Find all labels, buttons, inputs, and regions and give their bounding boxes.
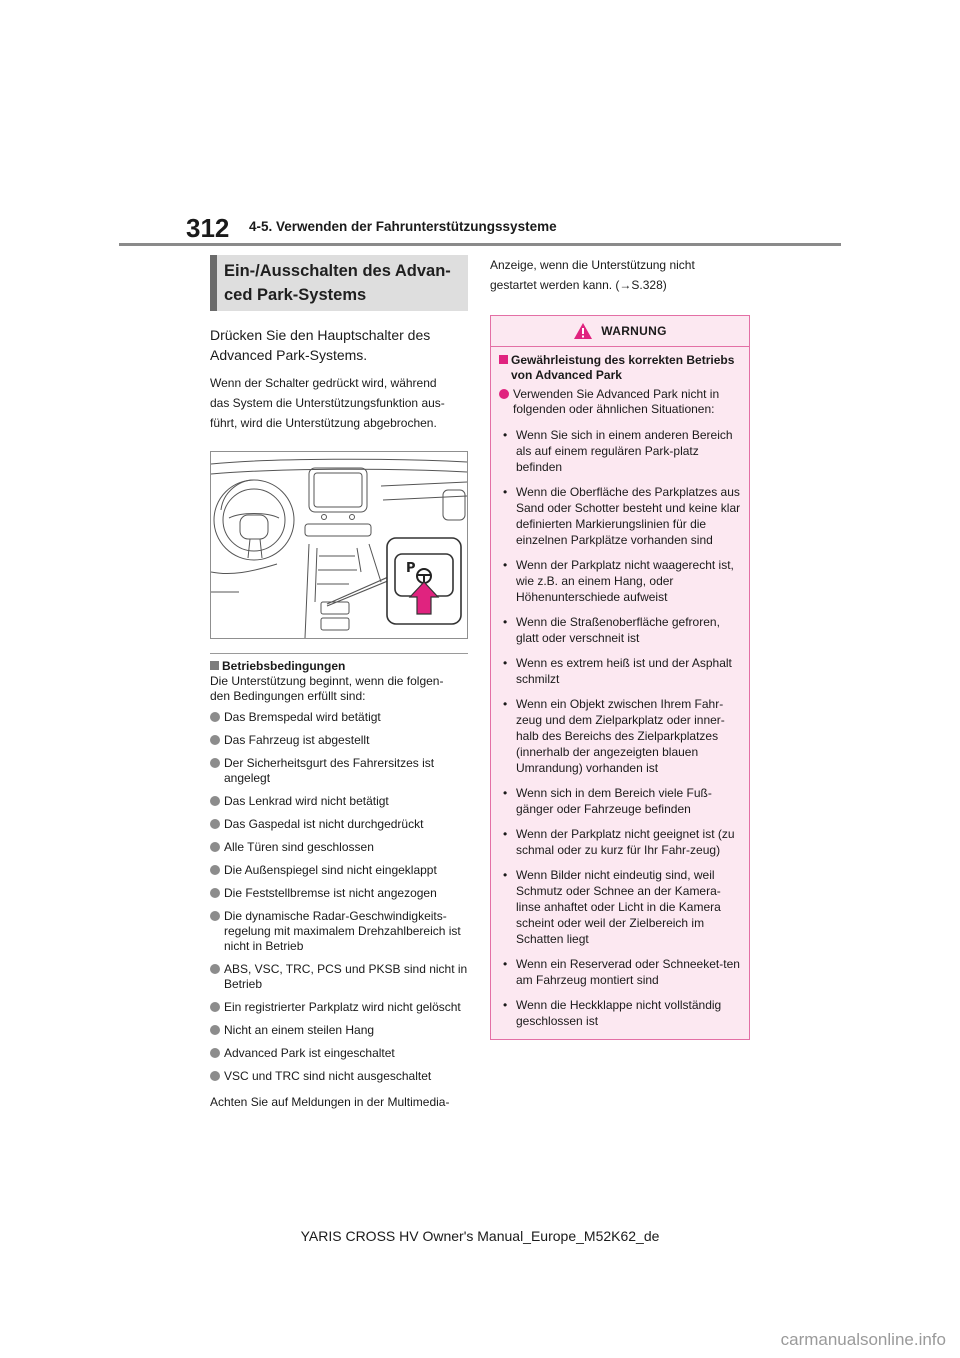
conditions-intro-line-2: den Bedingungen erfüllt sind: bbox=[210, 689, 366, 703]
condition-text: Das Bremspedal wird betätigt bbox=[224, 710, 381, 724]
park-switch-letter: P bbox=[406, 561, 416, 576]
conditions-heading bbox=[210, 658, 468, 674]
bullet-dot-icon bbox=[210, 964, 220, 974]
bullet-dot-icon bbox=[210, 735, 220, 745]
condition-text: Alle Türen sind geschlossen bbox=[224, 840, 374, 854]
figure-divider bbox=[210, 653, 468, 654]
situation-text: Wenn die Heckklappe nicht vollständig geschlossen ist bbox=[516, 998, 722, 1028]
condition-text: Advanced Park ist eingeschaltet bbox=[224, 1046, 395, 1060]
bullet-dot-icon bbox=[210, 712, 220, 722]
list-item: • Wenn der Parkplatz nicht geeignet ist (zu schmal oder zu kurz für Ihr Fahr-zeug) bbox=[503, 827, 735, 857]
continuation-line-2: gestartet werden kann. (→S.328) bbox=[490, 278, 667, 292]
list-item bbox=[210, 733, 468, 748]
list-item bbox=[210, 840, 468, 855]
list-item bbox=[210, 909, 468, 954]
condition-text: Ein registrierter Parkplatz wird nicht gelöscht bbox=[224, 1000, 461, 1014]
list-item bbox=[210, 886, 468, 901]
situation-text: Wenn die Oberfläche des Parkplatzes aus Sand oder Schotter besteht und keine klar definierten Markierungslinien für die einzelnen Parkplätze vorhanden sind bbox=[516, 485, 741, 547]
bullet-dot-icon bbox=[210, 819, 220, 829]
list-item bbox=[210, 1023, 468, 1038]
cancel-note-line-2: das System die Unterstützungsfunktion aus- bbox=[210, 396, 445, 410]
list-item bbox=[210, 817, 468, 832]
warning-triangle-icon bbox=[573, 322, 593, 340]
instruction-lead bbox=[210, 325, 468, 365]
instruction-lead-line-2: Advanced Park-Systems. bbox=[210, 347, 368, 363]
situation-text: Wenn der Parkplatz nicht waagerecht ist, wie z.B. an einem Hang, oder Höhenunterschiede aufweist bbox=[516, 558, 734, 604]
condition-text: Das Gaspedal ist nicht durchgedrückt bbox=[224, 817, 424, 831]
condition-text: Das Lenkrad wird nicht betätigt bbox=[224, 794, 389, 808]
list-item: • Wenn sich in dem Bereich viele Fuß-gänger oder Fahrzeuge befinden bbox=[503, 786, 712, 816]
bullet-dot-icon bbox=[210, 1048, 220, 1058]
condition-text: Die Außenspiegel sind nicht eingeklappt bbox=[224, 863, 437, 877]
situation-text: Wenn Sie sich in einem anderen Bereich als auf einem regulären Park-platz befinden bbox=[516, 428, 733, 474]
bullet-dot-icon bbox=[210, 842, 220, 852]
condition-text: Nicht an einem steilen Hang bbox=[224, 1023, 375, 1037]
instruction-lead-line-1: Drücken Sie den Hauptschalter des bbox=[210, 327, 431, 343]
closing-line: Achten Sie auf Meldungen in der Multimedia- bbox=[210, 1095, 450, 1109]
situation-text: Wenn Bilder nicht eindeutig sind, weil Schmutz oder Schnee an der Kamera-linse anhaftet oder Licht in die Kamera scheint oder weil der Zielbereich im Schatten liegt bbox=[516, 868, 721, 946]
bullet-dot-icon bbox=[210, 888, 220, 898]
condition-text: ABS, VSC, TRC, PCS und PKSB sind nicht in Betrieb bbox=[224, 962, 468, 991]
list-item: • Wenn es extrem heiß ist und der Asphalt schmilzt bbox=[503, 656, 732, 686]
footer-manual-id: YARIS CROSS HV Owner's Manual_Europe_M52K62_de bbox=[300, 1228, 660, 1244]
list-item bbox=[210, 1046, 468, 1061]
topic-heading-line-1: Ein-/Ausschalten des Advan- bbox=[224, 262, 451, 280]
condition-text: VSC und TRC sind nicht ausgeschaltet bbox=[224, 1069, 432, 1083]
warning-heading bbox=[499, 353, 741, 383]
list-item: • Wenn die Heckklappe nicht vollständig geschlossen ist bbox=[503, 998, 722, 1028]
right-column bbox=[484, 255, 752, 1040]
conditions-list bbox=[210, 710, 468, 1084]
warning-body bbox=[491, 347, 749, 1029]
bullet-dot-icon bbox=[210, 865, 220, 875]
bullet-dot-icon bbox=[210, 1002, 220, 1012]
list-item bbox=[210, 710, 468, 725]
situation-text: Wenn der Parkplatz nicht geeignet ist (zu schmal oder zu kurz für Ihr Fahr-zeug) bbox=[516, 827, 735, 857]
continuation-text bbox=[490, 255, 752, 295]
condition-text: Die Feststellbremse ist nicht angezogen bbox=[224, 886, 437, 900]
warning-intro-text: Verwenden Sie Advanced Park nicht in folgenden oder ähnlichen Situationen: bbox=[513, 387, 720, 416]
warning-label: WARNUNG bbox=[601, 324, 667, 338]
warning-box bbox=[490, 315, 750, 1040]
bullet-dot-icon bbox=[210, 796, 220, 806]
list-item bbox=[210, 962, 468, 992]
cancel-note bbox=[210, 373, 468, 433]
situation-text: Wenn ein Reserverad oder Schneeket-ten am Fahrzeug montiert sind bbox=[516, 957, 740, 987]
list-item: • Wenn Sie sich in einem anderen Bereich als auf einem regulären Park-platz befinden bbox=[503, 428, 733, 474]
bullet-dot-icon bbox=[210, 911, 220, 921]
bullet-dot-icon bbox=[210, 758, 220, 768]
condition-text: Das Fahrzeug ist abgestellt bbox=[224, 733, 370, 747]
bullet-dot-icon bbox=[210, 1025, 220, 1035]
left-column bbox=[210, 255, 468, 1112]
dashboard-illustration bbox=[210, 451, 468, 639]
conditions-intro bbox=[210, 674, 468, 704]
topic-heading-box bbox=[210, 255, 468, 311]
dashboard-line-drawing bbox=[211, 452, 467, 638]
continuation-line-1: Anzeige, wenn die Unterstützung nicht bbox=[490, 258, 695, 272]
list-item: • Wenn der Parkplatz nicht waagerecht ist, wie z.B. an einem Hang, oder Höhenunterschiede aufweist bbox=[503, 558, 734, 604]
warning-header bbox=[491, 316, 749, 347]
conditions-heading-text: Betriebsbedingungen bbox=[222, 659, 346, 673]
list-item bbox=[210, 794, 468, 809]
warning-heading-text: Gewährleistung des korrekten Betriebs von Advanced Park bbox=[511, 353, 735, 382]
conditions-intro-line-1: Die Unterstützung beginnt, wenn die folgen- bbox=[210, 674, 444, 688]
square-bullet-icon bbox=[210, 661, 219, 670]
topic-heading-line-2: ced Park-Systems bbox=[224, 286, 367, 304]
situation-text: Wenn die Straßenoberfläche gefroren, glatt oder verschneit ist bbox=[516, 615, 720, 645]
list-item bbox=[210, 1069, 468, 1084]
section-title: 4-5. Verwenden der Fahrunterstützungssysteme bbox=[249, 219, 557, 234]
list-item: • Wenn Bilder nicht eindeutig sind, weil Schmutz oder Schnee an der Kamera-linse anhaftet oder Licht in die Kamera scheint oder weil der Zielbereich im Schatten liegt bbox=[503, 868, 721, 946]
list-item: • Wenn ein Reserverad oder Schneeket-ten am Fahrzeug montiert sind bbox=[503, 957, 740, 987]
list-item: • Wenn ein Objekt zwischen Ihrem Fahr-zeug und dem Zielparkplatz oder inner-halb des Bereichs des Zielparkplatzes (innerhalb der angezeigten blauen Umrandung) vorhanden ist bbox=[503, 697, 725, 775]
situation-text: Wenn ein Objekt zwischen Ihrem Fahr-zeug und dem Zielparkplatz oder inner-halb des Bereichs des Zielparkplatzes (innerhalb der angezeigten blauen Umrandung) vorhanden ist bbox=[516, 697, 725, 775]
bullet-dot-icon bbox=[499, 389, 509, 399]
condition-text: Die dynamische Radar-Geschwindigkeits-regelung mit maximalem Drehzahlbereich ist nicht in Betrieb bbox=[224, 909, 461, 953]
list-item bbox=[210, 1000, 468, 1015]
page-number: 312 bbox=[186, 213, 230, 243]
list-item bbox=[210, 863, 468, 878]
list-item bbox=[210, 756, 468, 786]
list-item bbox=[499, 387, 741, 417]
watermark-link[interactable]: carmanualsonline.info bbox=[780, 1330, 946, 1349]
list-item: • Wenn die Oberfläche des Parkplatzes aus Sand oder Schotter besteht und keine klar definierten Markierungslinien für die einzelnen Parkplätze vorhanden sind bbox=[503, 485, 741, 547]
header-rule bbox=[119, 243, 841, 246]
cancel-note-line-1: Wenn der Schalter gedrückt wird, während bbox=[210, 376, 437, 390]
situation-text: Wenn sich in dem Bereich viele Fuß-gänger oder Fahrzeuge befinden bbox=[516, 786, 712, 816]
condition-text: Der Sicherheitsgurt des Fahrersitzes ist angelegt bbox=[224, 756, 435, 785]
cancel-note-line-3: führt, wird die Unterstützung abgebrochen. bbox=[210, 416, 437, 430]
list-item: • Wenn die Straßenoberfläche gefroren, glatt oder verschneit ist bbox=[503, 615, 720, 645]
square-bullet-icon bbox=[499, 355, 508, 364]
bullet-dot-icon bbox=[210, 1071, 220, 1081]
warning-situations-list bbox=[499, 427, 741, 1029]
warning-intro-list bbox=[499, 387, 741, 417]
situation-text: Wenn es extrem heiß ist und der Asphalt schmilzt bbox=[516, 656, 732, 686]
